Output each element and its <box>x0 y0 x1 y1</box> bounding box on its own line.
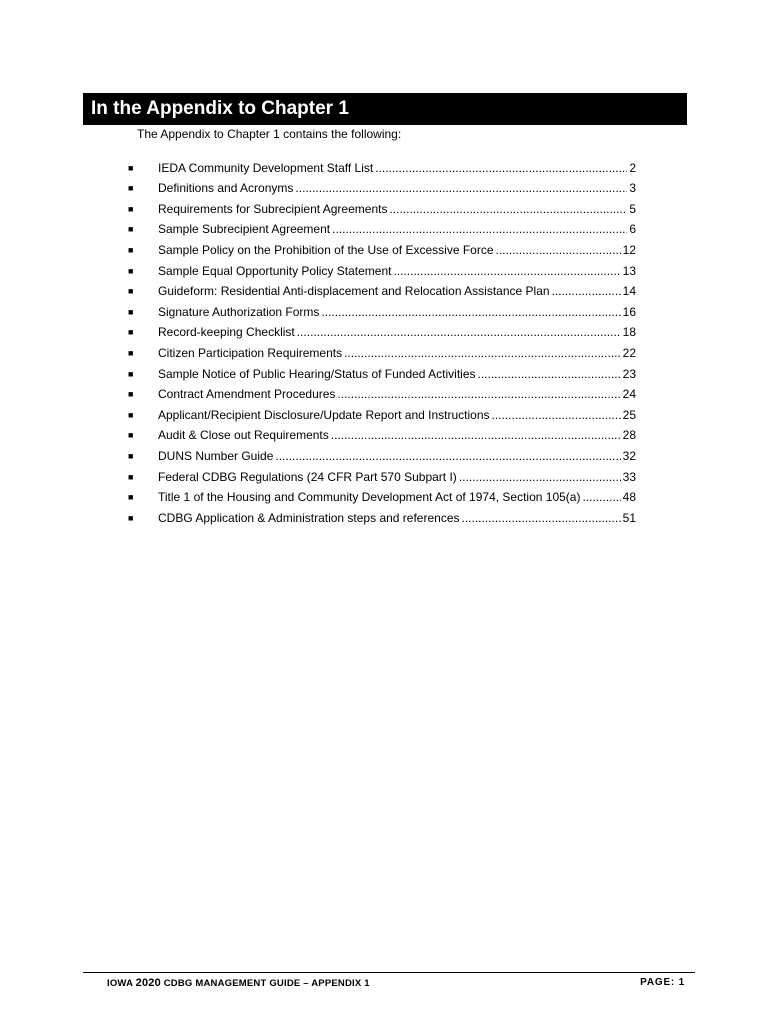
footer-divider <box>83 972 695 973</box>
dot-leader <box>295 180 627 196</box>
dot-leader <box>492 407 621 423</box>
toc-entry-label: Contract Amendment Procedures <box>158 387 336 402</box>
dot-leader <box>337 386 620 402</box>
bullet-icon: ■ <box>128 265 134 276</box>
dot-leader <box>462 510 621 526</box>
toc-entry-page: 12 <box>622 242 636 257</box>
toc-entry <box>128 279 636 300</box>
bullet-icon: ■ <box>128 512 134 523</box>
toc-entry-label: Record-keeping Checklist <box>158 325 295 340</box>
toc-entry-label: Audit & Close out Requirements <box>158 428 329 443</box>
toc-entry-page: 2 <box>629 160 636 175</box>
footer-title <box>107 977 370 989</box>
appendix-contents-list <box>128 155 636 526</box>
toc-entry-page: 24 <box>622 387 636 402</box>
toc-entry-page: 6 <box>629 222 636 237</box>
dot-leader <box>375 160 627 176</box>
toc-entry-label: CDBG Application & Administration steps and references <box>158 510 460 525</box>
bullet-icon: ■ <box>128 347 134 358</box>
toc-entry-label: Sample Subrecipient Agreement <box>158 222 331 237</box>
dot-leader <box>344 345 621 361</box>
toc-entry-label: Sample Equal Opportunity Policy Statement <box>158 263 392 278</box>
intro-text: The Appendix to Chapter 1 contains the following: <box>137 127 402 141</box>
dot-leader <box>582 489 620 505</box>
toc-entry-page: 25 <box>622 407 636 422</box>
bullet-icon: ■ <box>128 389 134 400</box>
toc-entry <box>128 382 636 403</box>
dot-leader <box>321 304 620 320</box>
toc-entry <box>128 258 636 279</box>
footer-prefix: IOWA <box>107 978 136 989</box>
toc-entry-page: 33 <box>622 469 636 484</box>
toc-entry-page: 14 <box>622 284 636 299</box>
toc-entry-page: 28 <box>622 428 636 443</box>
footer-year: 2020 <box>135 977 161 989</box>
toc-entry <box>128 443 636 464</box>
toc-entry <box>128 155 636 176</box>
toc-entry <box>128 423 636 444</box>
bullet-icon: ■ <box>128 450 134 461</box>
toc-entry-label: Signature Authorization Forms <box>158 304 320 319</box>
toc-entry <box>128 320 636 341</box>
dot-leader <box>459 469 621 485</box>
toc-entry-label: Guideform: Residential Anti-displacement and Relocation Assistance Plan <box>158 284 550 299</box>
bullet-icon: ■ <box>128 492 134 503</box>
toc-entry-label: Citizen Participation Requirements <box>158 345 343 360</box>
bullet-icon: ■ <box>128 244 134 255</box>
bullet-icon: ■ <box>128 471 134 482</box>
bullet-icon: ■ <box>128 306 134 317</box>
toc-entry-page: 51 <box>622 510 636 525</box>
toc-entry-label: Sample Policy on the Prohibition of the Use of Excessive Force <box>158 242 494 257</box>
toc-entry-page: 3 <box>629 181 636 196</box>
toc-entry <box>128 485 636 506</box>
dot-leader <box>478 366 621 382</box>
bullet-icon: ■ <box>128 368 134 379</box>
toc-entry <box>128 361 636 382</box>
toc-entry-label: Applicant/Recipient Disclosure/Update Report and Instructions <box>158 407 490 422</box>
toc-entry-page: 22 <box>622 345 636 360</box>
toc-entry <box>128 299 636 320</box>
footer-page-number: PAGE: 1 <box>640 977 685 988</box>
dot-leader <box>393 263 620 279</box>
toc-entry-page: 13 <box>622 263 636 278</box>
toc-entry-label: Title 1 of the Housing and Community Development Act of 1974, Section 105(a) <box>158 490 581 505</box>
toc-entry-page: 48 <box>622 490 636 505</box>
bullet-icon: ■ <box>128 183 134 194</box>
bullet-icon: ■ <box>128 162 134 173</box>
bullet-icon: ■ <box>128 409 134 420</box>
dot-leader <box>496 242 621 258</box>
toc-entry-label: Federal CDBG Regulations (24 CFR Part 570 Subpart I) <box>158 469 457 484</box>
toc-entry-page: 18 <box>622 325 636 340</box>
toc-entry <box>128 505 636 526</box>
toc-entry-label: IEDA Community Development Staff List <box>158 160 374 175</box>
toc-entry <box>128 340 636 361</box>
bullet-icon: ■ <box>128 203 134 214</box>
footer-rest: CDBG MANAGEMENT GUIDE – APPENDIX 1 <box>160 978 370 989</box>
toc-entry-label: Sample Notice of Public Hearing/Status of Funded Activities <box>158 366 476 381</box>
bullet-icon: ■ <box>128 224 134 235</box>
bullet-icon: ■ <box>128 286 134 297</box>
toc-entry-page: 23 <box>622 366 636 381</box>
dot-leader <box>552 283 621 299</box>
toc-entry <box>128 196 636 217</box>
toc-entry <box>128 176 636 197</box>
toc-entry-label: Requirements for Subrecipient Agreements <box>158 201 388 216</box>
toc-entry-label: Definitions and Acronyms <box>158 181 294 196</box>
toc-entry-label: DUNS Number Guide <box>158 448 274 463</box>
bullet-icon: ■ <box>128 327 134 338</box>
section-heading: In the Appendix to Chapter 1 <box>83 93 687 125</box>
bullet-icon: ■ <box>128 430 134 441</box>
toc-entry-page: 5 <box>629 201 636 216</box>
dot-leader <box>297 324 621 340</box>
toc-entry <box>128 402 636 423</box>
toc-entry-page: 32 <box>622 448 636 463</box>
toc-entry <box>128 217 636 238</box>
dot-leader <box>332 221 627 237</box>
dot-leader <box>275 448 620 464</box>
toc-entry-page: 16 <box>622 304 636 319</box>
toc-entry <box>128 237 636 258</box>
toc-entry <box>128 464 636 485</box>
dot-leader <box>331 427 621 443</box>
dot-leader <box>389 201 627 217</box>
